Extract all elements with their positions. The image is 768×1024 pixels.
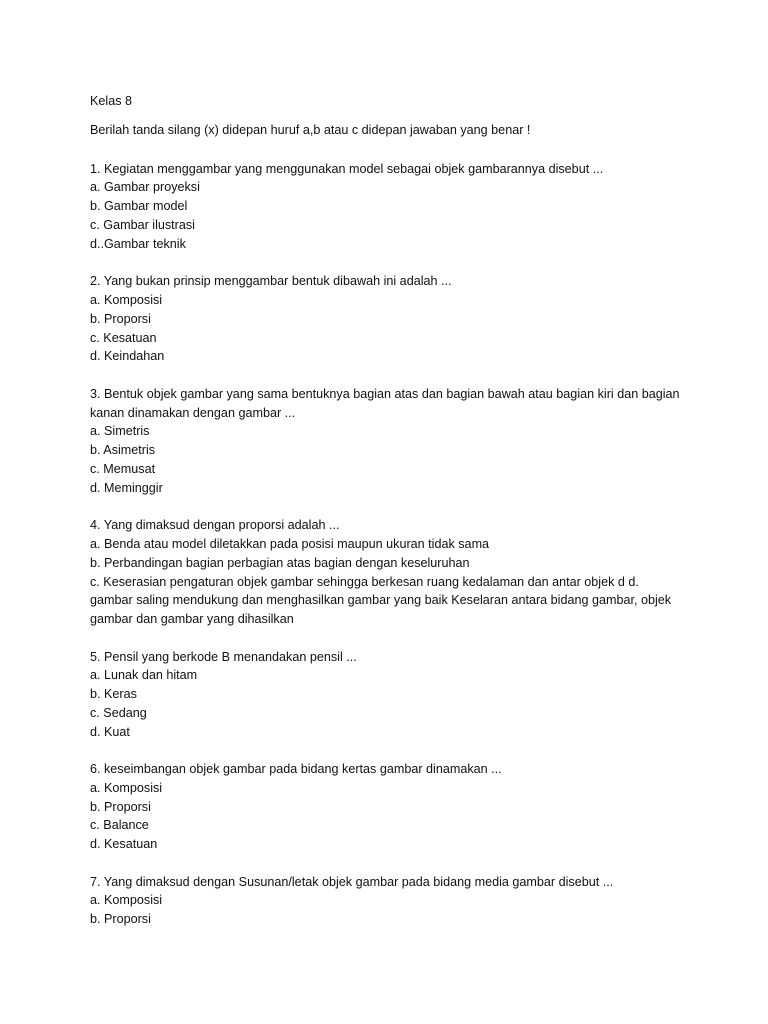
option-b: b. Keras — [90, 687, 137, 702]
question-2 — [90, 272, 730, 366]
option-b: b. Proporsi — [90, 799, 151, 814]
option-a: a. Benda atau model diletakkan pada posisi maupun ukuran tidak sama — [90, 536, 490, 551]
question-text: 2. Yang bukan prinsip menggambar bentuk dibawah ini adalah ... — [90, 274, 452, 289]
option-c: c. Balance — [90, 818, 149, 833]
option-a: a. Komposisi — [90, 893, 163, 908]
option-a: a. Lunak dan hitam — [90, 668, 198, 683]
question-text-line-1: 3. Bentuk objek gambar yang sama bentuknya bagian atas dan bagian bawah atau bagian kiri dan bagian — [90, 386, 680, 401]
class-title: Kelas 8 — [90, 94, 133, 108]
question-7 — [90, 873, 730, 929]
option-c: c. Memusat — [90, 461, 156, 476]
option-d: d. Kesatuan — [90, 837, 158, 852]
option-c-line-3: gambar dan gambar yang dihasilkan — [90, 612, 294, 627]
option-d: d. Meminggir — [90, 480, 163, 495]
option-d: d. Keindahan — [90, 349, 165, 364]
option-a: a. Gambar proyeksi — [90, 180, 200, 195]
option-c-line-2: gambar saling mendukung dan menghasilkan gambar yang baik Keselaran antara bidang gambar, objek — [90, 593, 672, 608]
question-5 — [90, 648, 730, 742]
question-4 — [90, 516, 730, 629]
document-page — [90, 92, 730, 929]
option-d: d..Gambar teknik — [90, 236, 186, 251]
option-b: b. Asimetris — [90, 443, 156, 458]
option-c-line-1: c. Keserasian pengaturan objek gambar sehingga berkesan ruang kedalaman dan antar objek d d. — [90, 574, 639, 589]
instruction-text: Berilah tanda silang (x) didepan huruf a,b atau c didepan jawaban yang benar ! — [90, 122, 531, 137]
option-b: b. Perbandingan bagian perbagian atas bagian dengan keseluruhan — [90, 555, 470, 570]
option-b: b. Proporsi — [90, 311, 151, 326]
option-a: a. Komposisi — [90, 292, 163, 307]
option-b: b. Gambar model — [90, 199, 188, 214]
option-a: a. Simetris — [90, 424, 150, 439]
question-1 — [90, 160, 730, 254]
option-d: d. Kuat — [90, 724, 130, 739]
question-text: 1. Kegiatan menggambar yang menggunakan model sebagai objek gambarannya disebut ... — [90, 161, 604, 176]
question-text-line-2: kanan dinamakan dengan gambar ... — [90, 405, 296, 420]
question-3 — [90, 385, 730, 498]
question-text: 5. Pensil yang berkode B menandakan pensil ... — [90, 649, 357, 664]
question-text: 7. Yang dimaksud dengan Susunan/letak objek gambar pada bidang media gambar disebut ... — [90, 874, 614, 889]
option-a: a. Komposisi — [90, 780, 163, 795]
question-text: 4. Yang dimaksud dengan proporsi adalah ... — [90, 518, 340, 533]
option-b: b. Proporsi — [90, 912, 151, 927]
option-c: c. Kesatuan — [90, 330, 157, 345]
question-6 — [90, 760, 730, 854]
question-text: 6. keseimbangan objek gambar pada bidang kertas gambar dinamakan ... — [90, 762, 502, 777]
option-c: c. Sedang — [90, 705, 147, 720]
option-c: c. Gambar ilustrasi — [90, 217, 195, 232]
